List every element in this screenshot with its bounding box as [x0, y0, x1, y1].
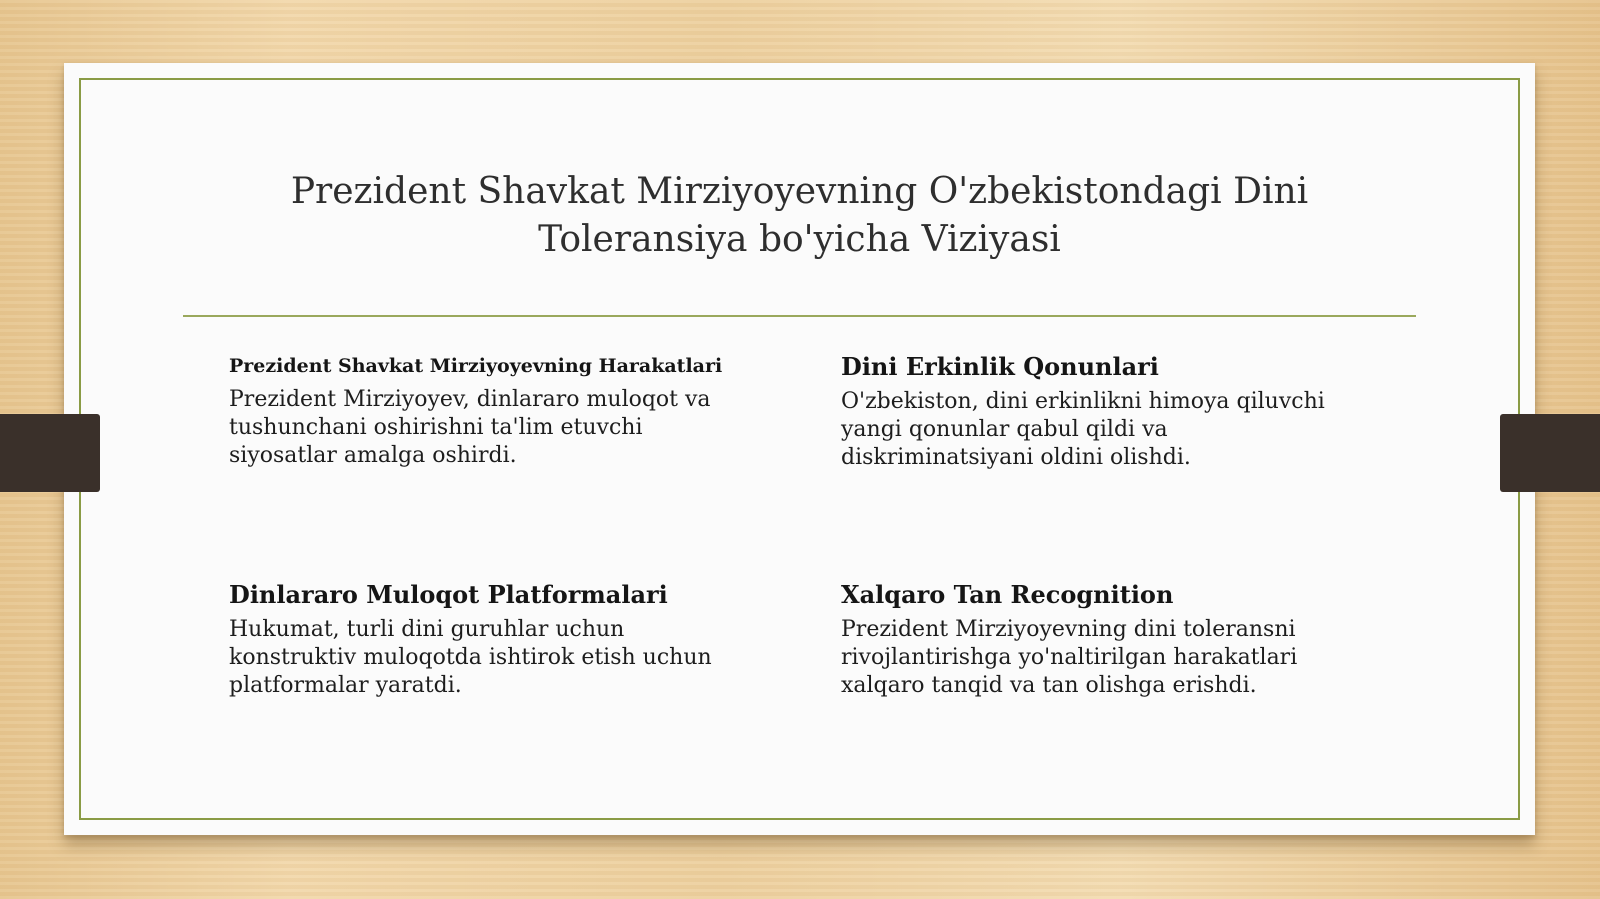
title-divider [183, 315, 1416, 317]
right-binder-clip [1500, 414, 1600, 492]
card-heading: Xalqaro Tan Recognition [841, 580, 1174, 609]
card-international-recognition [841, 580, 1361, 700]
card-president-actions [229, 352, 749, 470]
slide-paper [64, 63, 1535, 835]
card-heading: Prezident Shavkat Mirziyoyevning Harakatlari [229, 355, 723, 377]
card-body: Prezident Mirziyoyev, dinlararo muloqot va tushunchani oshirishni ta'lim etuvchi siyosatlar amalga oshirdi. [229, 387, 711, 468]
card-heading: Dinlararo Muloqot Platformalari [229, 580, 668, 609]
card-religious-freedom-laws [841, 352, 1361, 472]
card-body: O'zbekiston, dini erkinlikni himoya qiluvchi yangi qonunlar qabul qildi va diskriminatsiyani oldini olishdi. [841, 389, 1325, 470]
left-binder-clip [0, 414, 100, 492]
card-body: Hukumat, turli dini guruhlar uchun konstruktiv muloqotda ishtirok etish uchun platformalar yaratdi. [229, 617, 712, 698]
slide-title: Prezident Shavkat Mirziyoyevning O'zbekistondagi Dini Toleransiya bo'yicha Viziyasi [290, 171, 1309, 260]
card-heading: Dini Erkinlik Qonunlari [841, 352, 1159, 381]
card-interfaith-dialogue-platforms [229, 580, 749, 700]
card-body: Prezident Mirziyoyevning dini toleransni rivojlantirishga yo'naltirilgan harakatlari xalqaro tanqid va tan olishga erishdi. [841, 617, 1298, 698]
